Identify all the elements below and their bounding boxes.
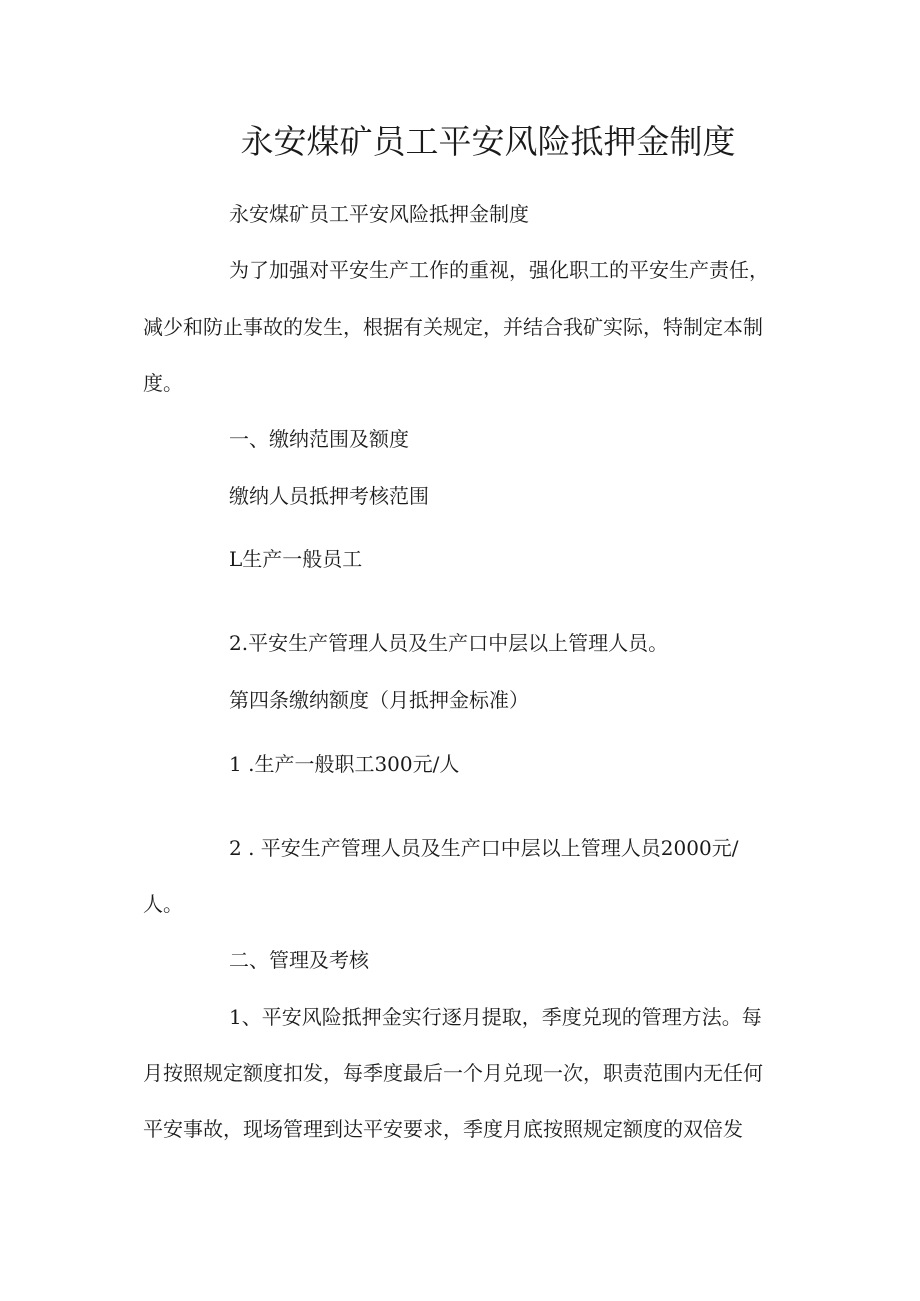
intro-paragraph-line-3: 度。 (143, 371, 183, 395)
amount-item-1: 1 .生产一般职工300元/人 (229, 752, 460, 776)
amount-item-2-line-1: 2 . 平安生产管理人员及生产口中层以上管理人员2000元/ (229, 836, 739, 860)
subtitle-line: 永安煤矿员工平安风险抵押金制度 (229, 202, 529, 226)
document-title: 永安煤矿员工平安风险抵押金制度 (240, 122, 736, 161)
scope-item-1: L生产一般员工 (229, 547, 363, 571)
amount-item-2-line-2: 人。 (143, 892, 183, 916)
section-heading-1: 一、缴纳范围及额度 (229, 427, 409, 451)
scope-item-2: 2.平安生产管理人员及生产口中层以上管理人员。 (229, 631, 669, 655)
intro-paragraph-line-2: 减少和防止事故的发生，根据有关规定，并结合我矿实际，特制定本制 (143, 315, 763, 339)
management-paragraph-line-2: 月按照规定额度扣发，每季度最后一个月兑现一次，职责范围内无任何 (143, 1061, 763, 1085)
intro-paragraph-line-1: 为了加强对平安生产工作的重视，强化职工的平安生产责任， (229, 258, 769, 282)
section-heading-2: 二、管理及考核 (229, 948, 369, 972)
management-paragraph-line-3: 平安事故，现场管理到达平安要求，季度月底按照规定额度的双倍发 (143, 1117, 743, 1141)
article-four-heading: 第四条缴纳额度（月抵押金标准） (229, 688, 529, 712)
management-paragraph-line-1: 1、平安风险抵押金实行逐月提取，季度兑现的管理方法。每 (229, 1005, 762, 1029)
scope-heading: 缴纳人员抵押考核范围 (229, 484, 429, 508)
